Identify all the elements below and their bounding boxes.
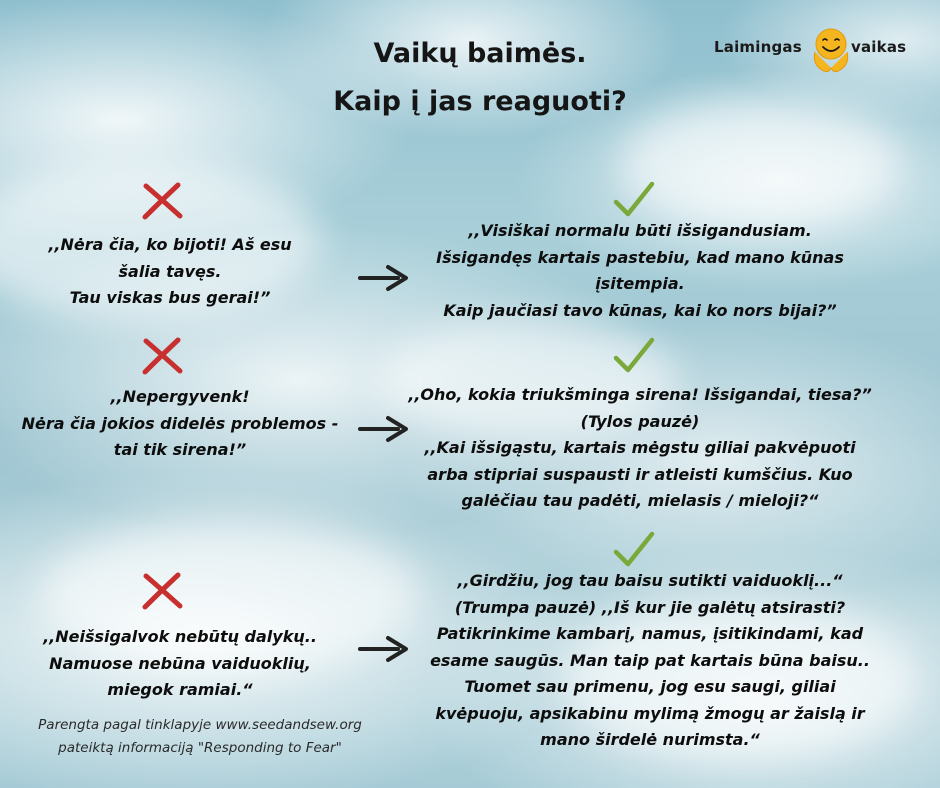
brand-logo — [714, 24, 914, 80]
title-line: Vaikų baimės. — [373, 38, 587, 69]
source-line: pateiktą informaciją "Responding to Fear" — [58, 740, 342, 756]
quote-line: (Trumpa pauzė) ,,Iš kur jie galėtų atsirasti? — [454, 597, 846, 617]
quote-line: Namuose nebūna vaiduoklių, — [49, 653, 311, 673]
quote-line: kvėpuoju, apsikabinu mylimą žmogų ar žaislą ir — [435, 703, 865, 723]
check-mark-icon — [612, 336, 656, 374]
quote-line: esame saugūs. Man taip pat kartais būna baisu.. — [430, 650, 870, 670]
dont-say-quote — [10, 232, 330, 312]
quote-line: įsitempia. — [595, 274, 685, 293]
quote-line: Patikrinkime kambarį, namus, įsitikindami, kad — [436, 624, 864, 643]
quote-line: ,,Kai išsigąstu, kartais mėgstu giliai pakvėpuoti — [424, 438, 856, 457]
quote-line: ,,Nėra čia, ko bijoti! Aš esu — [48, 235, 292, 254]
quote-line: arba stipriai suspausti ir atleisti kumščius. Kuo — [427, 464, 853, 484]
quote-line: mano širdelė nurimsta.“ — [540, 730, 760, 749]
do-say-quote — [410, 568, 890, 754]
quote-line: ,,Nepergyvenk! — [110, 387, 250, 406]
dont-say-quote — [10, 624, 350, 704]
source-line: Parengta pagal tinklapyje www.seedandsew.org — [38, 717, 362, 733]
cross-mark-icon — [140, 337, 184, 375]
quote-line: (Tylos pauzė) — [580, 411, 700, 431]
quote-line: Nėra čia jokios didelės problemos - — [21, 413, 339, 433]
do-say-quote — [405, 218, 875, 324]
quote-line: ,,Visiškai normalu būti išsigandusiam. — [468, 221, 812, 240]
quote-line: galėčiau tau padėti, mielasis / mieloji?“ — [461, 491, 819, 510]
logo-word-left: Laimingas — [714, 38, 802, 56]
check-mark-icon — [612, 180, 656, 218]
cross-mark-icon — [140, 182, 184, 220]
quote-line: šalia tavęs. — [118, 261, 222, 281]
quote-line: Kaip jaučiasi tavo kūnas, kai ko nors bijai?” — [443, 300, 837, 320]
source-note — [0, 714, 400, 760]
cross-mark-icon — [140, 572, 184, 610]
quote-line: Išsigandęs kartais pastebiu, kad mano kūnas — [436, 247, 844, 267]
quote-line: ,,Oho, kokia triukšminga sirena! Išsigandai, tiesa?” — [408, 385, 872, 404]
logo-word-right: vaikas — [851, 38, 907, 56]
do-say-quote — [395, 382, 885, 515]
right-arrow-icon — [358, 634, 410, 664]
quote-line: Tau viskas bus gerai!” — [69, 288, 271, 307]
title-line: Kaip į jas reaguoti? — [333, 86, 627, 117]
smiling-face-hands-icon — [810, 24, 852, 78]
quote-line: ,,Girdžiu, jog tau baisu sutikti vaiduoklį...“ — [457, 571, 843, 590]
dont-say-quote — [10, 384, 350, 464]
quote-line: ,,Neišsigalvok nebūtų dalykų.. — [43, 627, 317, 646]
quote-line: miegok ramiai.“ — [107, 680, 253, 699]
check-mark-icon — [612, 530, 656, 568]
right-arrow-icon — [358, 263, 410, 293]
page-title — [250, 30, 710, 126]
quote-line: Tuomet sau primenu, jog esu saugi, giliai — [464, 677, 836, 696]
quote-line: tai tik sirena!” — [113, 440, 247, 459]
